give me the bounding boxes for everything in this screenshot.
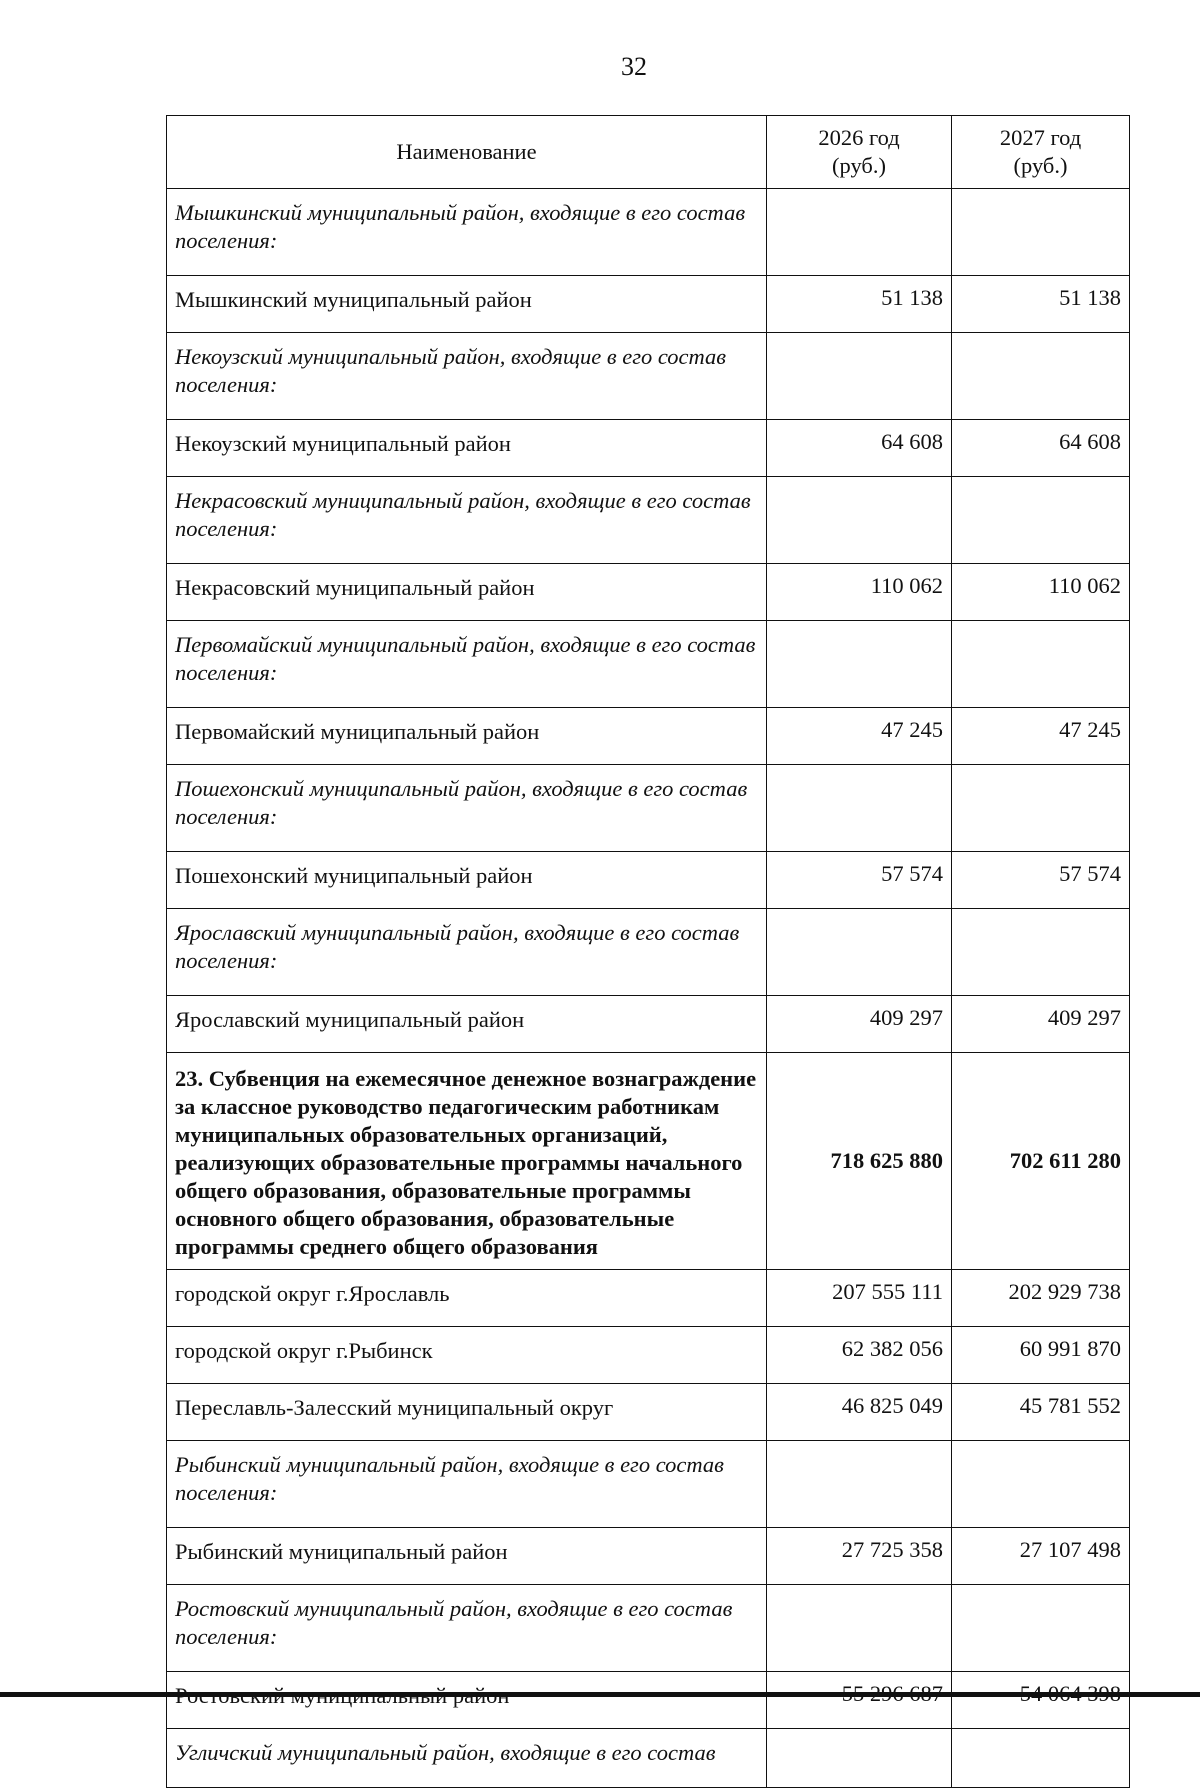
table-row <box>167 189 1130 276</box>
table-row <box>167 996 1130 1053</box>
row-name: Пошехонский муниципальный район <box>167 852 767 909</box>
header-year-2027 <box>952 116 1130 189</box>
header-year-2026 <box>767 116 952 189</box>
row-name: Рыбинский муниципальный район <box>167 1528 767 1585</box>
table-body <box>167 189 1130 1788</box>
row-name: Переславль-Залесский муниципальный округ <box>167 1384 767 1441</box>
row-value-2027: 409 297 <box>952 996 1130 1053</box>
row-name: Некрасовский муниципальный район, входящие в его состав поселения: <box>167 477 767 564</box>
table-row <box>167 1270 1130 1327</box>
row-name: Ростовский муниципальный район, входящие в его состав поселения: <box>167 1585 767 1672</box>
header-year-2026-label: 2026 год <box>818 125 900 150</box>
row-name: Рыбинский муниципальный район, входящие в его состав поселения: <box>167 1441 767 1528</box>
row-name: 23. Субвенция на ежемесячное денежное вознаграждение за классное руководство педагогическим работникам муниципальных образовательных организаций, реализующих образовательные программы начального общего образования, образовательные программы основного общего образования, образовательные программы среднего общего образования <box>167 1053 767 1270</box>
row-value-2026: 27 725 358 <box>767 1528 952 1585</box>
row-value-2026 <box>767 621 952 708</box>
header-name: Наименование <box>167 116 767 189</box>
row-value-2026: 47 245 <box>767 708 952 765</box>
row-value-2026: 207 555 111 <box>767 1270 952 1327</box>
table-row <box>167 909 1130 996</box>
table-row <box>167 276 1130 333</box>
table-row <box>167 420 1130 477</box>
row-value-2027 <box>952 1672 1130 1729</box>
table-row <box>167 564 1130 621</box>
table-row <box>167 1528 1130 1585</box>
table-header <box>167 116 1130 189</box>
row-name: Угличский муниципальный район, входящие в его состав <box>167 1729 767 1788</box>
row-name: Первомайский муниципальный район <box>167 708 767 765</box>
row-name: Пошехонский муниципальный район, входящие в его состав поселения: <box>167 765 767 852</box>
subsidy-table <box>166 115 1130 1788</box>
row-value-2026: 409 297 <box>767 996 952 1053</box>
scan-bottom-edge <box>0 1692 1200 1697</box>
table-row <box>167 1441 1130 1528</box>
row-value-2026 <box>767 909 952 996</box>
table-row <box>167 1672 1130 1729</box>
table-row <box>167 1384 1130 1441</box>
row-value-2027: 64 608 <box>952 420 1130 477</box>
header-row <box>167 116 1130 189</box>
row-value-2027 <box>952 1441 1130 1528</box>
header-year-2027-label: 2027 год <box>999 125 1082 150</box>
row-name: Первомайский муниципальный район, входящие в его состав поселения: <box>167 621 767 708</box>
row-name: Ярославский муниципальный район <box>167 996 767 1053</box>
row-name: Мышкинский муниципальный район <box>167 276 767 333</box>
row-value-2026 <box>767 1672 952 1729</box>
page-number: 32 <box>621 52 647 81</box>
row-value-2026 <box>767 1585 952 1672</box>
table-row <box>167 621 1130 708</box>
row-name: Мышкинский муниципальный район, входящие в его состав поселения: <box>167 189 767 276</box>
row-value-2026 <box>767 1729 952 1788</box>
row-value-2026 <box>767 189 952 276</box>
row-value-2027 <box>952 189 1130 276</box>
row-value-2027 <box>952 1585 1130 1672</box>
row-value-2027 <box>952 333 1130 420</box>
row-name: городской округ г.Ярославль <box>167 1270 767 1327</box>
row-value-2027: 51 138 <box>952 276 1130 333</box>
row-name: Некоузский муниципальный район, входящие в его состав поселения: <box>167 333 767 420</box>
row-name: городской округ г.Рыбинск <box>167 1327 767 1384</box>
row-value-2026: 62 382 056 <box>767 1327 952 1384</box>
row-value-2027: 47 245 <box>952 708 1130 765</box>
row-value-2027 <box>952 909 1130 996</box>
row-value-2027: 202 929 738 <box>952 1270 1130 1327</box>
row-name: Некрасовский муниципальный район <box>167 564 767 621</box>
row-value-2026 <box>767 1441 952 1528</box>
table-row <box>167 333 1130 420</box>
row-name <box>167 1672 767 1729</box>
row-value-2027: 45 781 552 <box>952 1384 1130 1441</box>
table-row <box>167 852 1130 909</box>
row-value-2027: 110 062 <box>952 564 1130 621</box>
row-value-2026 <box>767 333 952 420</box>
row-value-2027 <box>952 1729 1130 1788</box>
row-name: Некоузский муниципальный район <box>167 420 767 477</box>
table-row <box>167 708 1130 765</box>
row-name: Ярославский муниципальный район, входящие в его состав поселения: <box>167 909 767 996</box>
row-value-2026 <box>767 765 952 852</box>
row-value-2026: 57 574 <box>767 852 952 909</box>
row-value-2026: 110 062 <box>767 564 952 621</box>
row-value-2026: 46 825 049 <box>767 1384 952 1441</box>
table-row <box>167 765 1130 852</box>
row-value-2027: 702 611 280 <box>952 1053 1130 1270</box>
row-value-2027 <box>952 477 1130 564</box>
row-value-2027 <box>952 621 1130 708</box>
row-value-2027: 57 574 <box>952 852 1130 909</box>
row-value-2026: 718 625 880 <box>767 1053 952 1270</box>
header-year-2027-unit: (руб.) <box>1013 153 1068 178</box>
row-value-2027 <box>952 765 1130 852</box>
row-value-2026: 64 608 <box>767 420 952 477</box>
row-value-2027: 60 991 870 <box>952 1327 1130 1384</box>
table-row <box>167 1585 1130 1672</box>
table-row <box>167 477 1130 564</box>
row-value-2027: 27 107 498 <box>952 1528 1130 1585</box>
table-row <box>167 1729 1130 1788</box>
table-row <box>167 1327 1130 1384</box>
table-row <box>167 1053 1130 1270</box>
row-value-2026: 51 138 <box>767 276 952 333</box>
header-year-2026-unit: (руб.) <box>832 153 886 178</box>
row-value-2026 <box>767 477 952 564</box>
